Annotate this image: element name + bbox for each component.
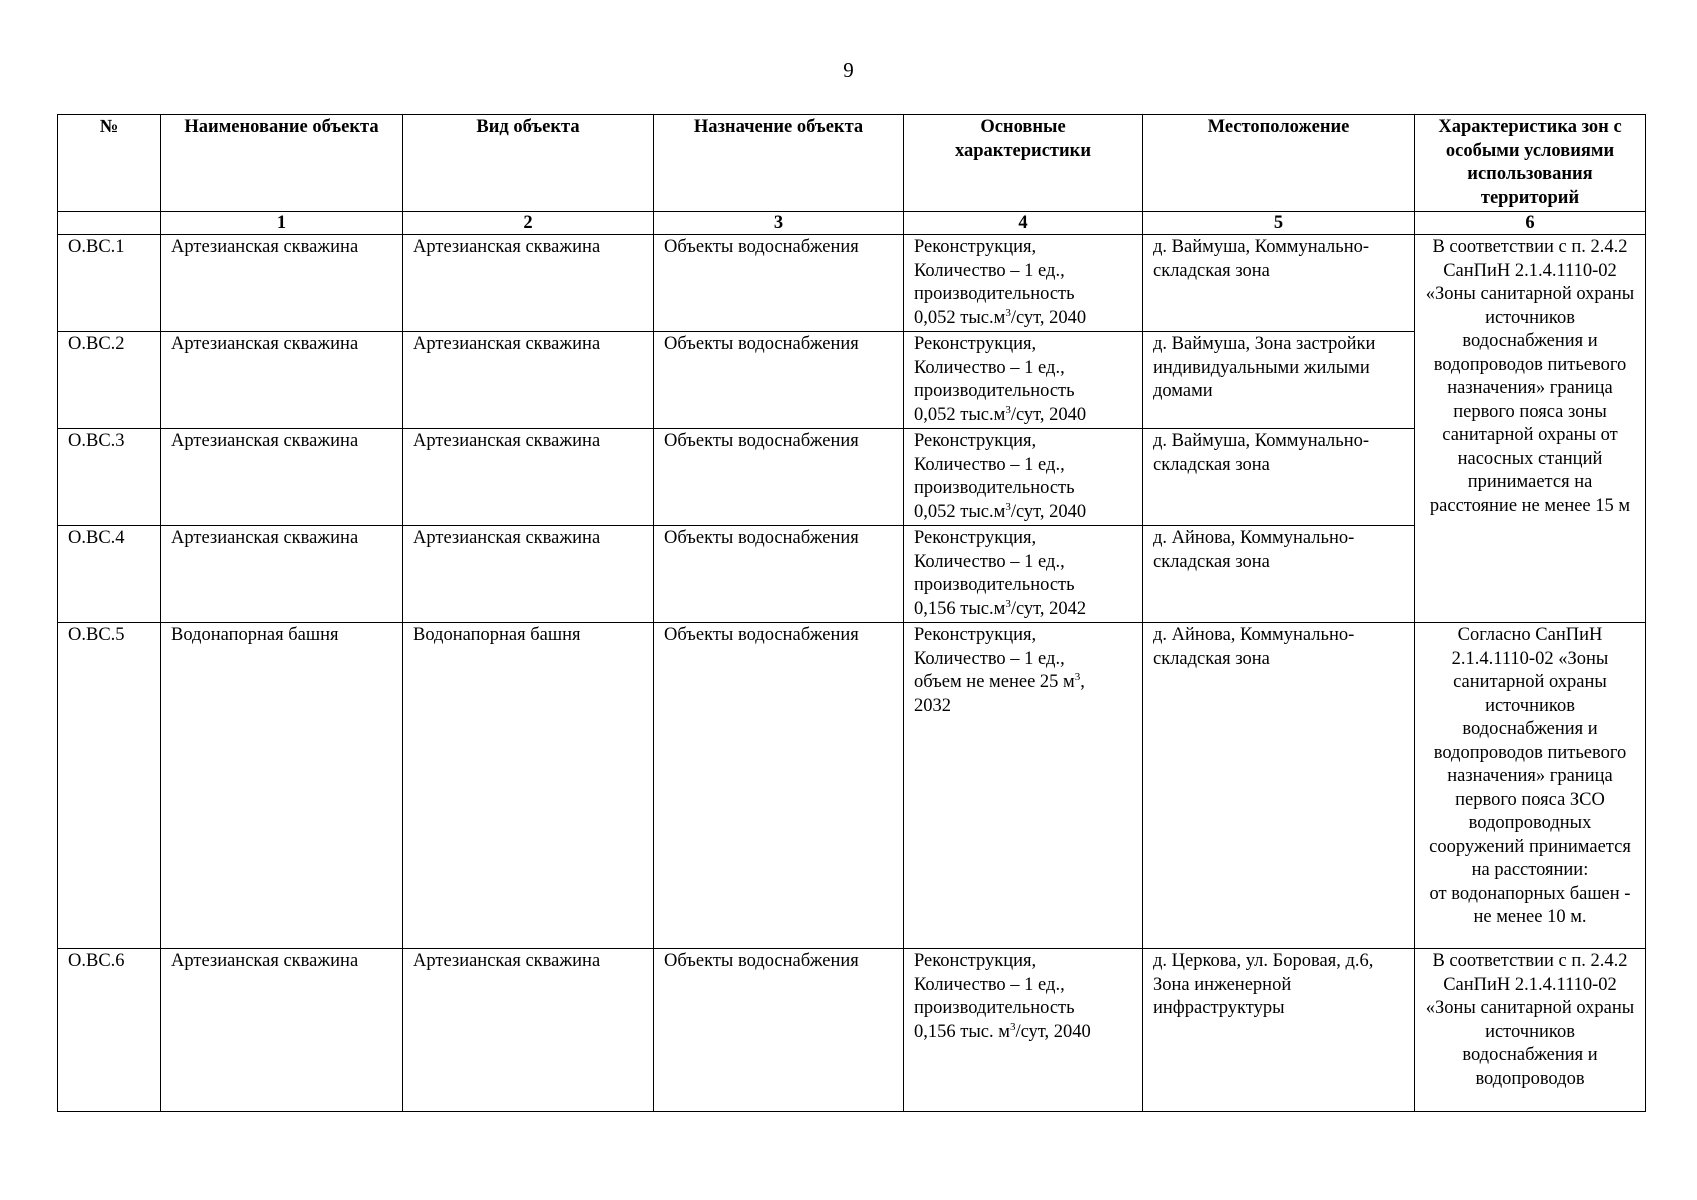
- char-value: /сут, 2042: [1010, 598, 1087, 619]
- row-characteristics: [904, 623, 1143, 949]
- row-characteristics: [904, 949, 1143, 1112]
- char-line: производительность: [914, 478, 1075, 498]
- row-location: д. Айнова, Коммунально-складская зона: [1143, 623, 1415, 949]
- row-purpose: Объекты водоснабжения: [654, 332, 904, 429]
- table-row: [58, 235, 1646, 332]
- row-type: Водонапорная башня: [403, 623, 654, 949]
- row-name: Артезианская скважина: [161, 949, 403, 1112]
- row-type: Артезианская скважина: [403, 332, 654, 429]
- row-characteristics: [904, 429, 1143, 526]
- char-value: 0,052 тыс.м: [914, 501, 1006, 522]
- column-number-row: [58, 212, 1646, 235]
- char-line: Реконструкция,: [914, 528, 1037, 548]
- unit-superscript: 3: [1005, 403, 1011, 416]
- column-number: 1: [161, 212, 403, 235]
- table-row: [58, 949, 1646, 1112]
- row-purpose: Объекты водоснабжения: [654, 235, 904, 332]
- row-characteristics: [904, 235, 1143, 332]
- row-type: Артезианская скважина: [403, 235, 654, 332]
- char-line: производительность: [914, 381, 1075, 401]
- char-line: Реконструкция,: [914, 625, 1037, 645]
- column-number: 4: [904, 212, 1143, 235]
- header-zones: Характеристика зон с особыми условиями использования территорий: [1415, 115, 1646, 212]
- column-number: 5: [1143, 212, 1415, 235]
- char-line: производительность: [914, 998, 1075, 1018]
- header-purpose: Назначение объекта: [654, 115, 904, 212]
- table-row: [58, 526, 1646, 623]
- row-name: Артезианская скважина: [161, 429, 403, 526]
- char-value: 0,052 тыс.м: [914, 404, 1006, 425]
- row-characteristics: [904, 332, 1143, 429]
- page-number: 9: [843, 58, 854, 82]
- column-number: 6: [1415, 212, 1646, 235]
- char-line: Реконструкция,: [914, 431, 1037, 451]
- char-value: /сут, 2040: [1010, 307, 1087, 328]
- char-line: Реконструкция,: [914, 237, 1037, 257]
- char-line: производительность: [914, 284, 1075, 304]
- row-location: д. Айнова, Коммунально-складская зона: [1143, 526, 1415, 623]
- row-name: Артезианская скважина: [161, 235, 403, 332]
- char-line: [914, 501, 1132, 525]
- unit-superscript: 3: [1005, 500, 1011, 513]
- row-type: Артезианская скважина: [403, 949, 654, 1112]
- row-location: д. Ваймуша, Зона застройки индивидуальными жилыми домами: [1143, 332, 1415, 429]
- row-purpose: Объекты водоснабжения: [654, 949, 904, 1112]
- column-number: [58, 212, 161, 235]
- char-line: [914, 307, 1132, 331]
- row-code: О.ВС.3: [58, 429, 161, 526]
- char-line: [914, 598, 1132, 622]
- table-row: [58, 623, 1646, 949]
- char-line: Количество – 1 ед.,: [914, 648, 1065, 669]
- char-line: Количество – 1 ед.,: [914, 454, 1065, 475]
- char-line: Количество – 1 ед.,: [914, 357, 1065, 378]
- unit-superscript: 3: [1005, 306, 1011, 319]
- char-line: производительность: [914, 575, 1075, 595]
- column-number: 2: [403, 212, 654, 235]
- table-row: [58, 429, 1646, 526]
- unit-superscript: 3: [1074, 670, 1081, 683]
- row-name: Водонапорная башня: [161, 623, 403, 949]
- header-row: [58, 115, 1646, 212]
- zone-text: Согласно СанПиН 2.1.4.1110-02 «Зоны санитарной охраны источников водоснабжения и водопроводов питьевого назначения» граница первого пояса ЗСО водопроводных сооружений принимается на расстоянии:: [1429, 625, 1631, 880]
- char-line: Количество – 1 ед.,: [914, 551, 1065, 572]
- row-purpose: Объекты водоснабжения: [654, 526, 904, 623]
- zone-description: В соответствии с п. 2.4.2 СанПиН 2.1.4.1110-02 «Зоны санитарной охраны источников водоснабжения и водопроводов питьевого назначения» граница первого пояса зоны санитарной охраны от насосных станций принимается на расстояние не менее 15 м: [1415, 235, 1646, 623]
- char-value: 0,052 тыс.м: [914, 307, 1006, 328]
- objects-table: [57, 114, 1646, 1112]
- row-code: О.ВС.4: [58, 526, 161, 623]
- table-row: [58, 332, 1646, 429]
- row-location: д. Церкова, ул. Боровая, д.6, Зона инженерной инфраструктуры: [1143, 949, 1415, 1112]
- char-line: [914, 1021, 1132, 1045]
- header-number: №: [58, 115, 161, 212]
- row-name: Артезианская скважина: [161, 526, 403, 623]
- header-location: Местоположение: [1143, 115, 1415, 212]
- zone-description: В соответствии с п. 2.4.2 СанПиН 2.1.4.1110-02 «Зоны санитарной охраны источников водоснабжения и водопроводов: [1415, 949, 1646, 1112]
- char-value: 0,156 тыс.м: [914, 598, 1006, 619]
- row-code: О.ВС.2: [58, 332, 161, 429]
- unit-superscript: 3: [1005, 597, 1011, 610]
- row-type: Артезианская скважина: [403, 429, 654, 526]
- char-value: /сут, 2040: [1010, 501, 1087, 522]
- row-location: д. Ваймуша, Коммунально-складская зона: [1143, 235, 1415, 332]
- row-characteristics: [904, 526, 1143, 623]
- row-code: О.ВС.5: [58, 623, 161, 949]
- char-value: объем не менее 25 м: [914, 672, 1075, 692]
- char-value: /сут, 2040: [1010, 404, 1087, 425]
- char-value: ,: [1080, 672, 1085, 692]
- column-number: 3: [654, 212, 904, 235]
- char-line: Количество – 1 ед.,: [914, 260, 1065, 281]
- row-purpose: Объекты водоснабжения: [654, 429, 904, 526]
- row-location: д. Ваймуша, Коммунально-складская зона: [1143, 429, 1415, 526]
- header-type: Вид объекта: [403, 115, 654, 212]
- char-value: 0,156 тыс. м: [914, 1021, 1010, 1042]
- zone-description: [1415, 623, 1646, 949]
- row-code: О.ВС.1: [58, 235, 161, 332]
- zone-text-tail: от водонапорных башен - не менее 10 м.: [1429, 883, 1631, 927]
- row-code: О.ВС.6: [58, 949, 161, 1112]
- header-characteristics: Основные характеристики: [904, 115, 1143, 212]
- header-name: Наименование объекта: [161, 115, 403, 212]
- row-type: Артезианская скважина: [403, 526, 654, 623]
- char-line: 2032: [914, 695, 951, 716]
- unit-superscript: 3: [1009, 1020, 1016, 1033]
- char-line: [914, 404, 1132, 428]
- char-line: Реконструкция,: [914, 334, 1037, 354]
- char-line: Количество – 1 ед.,: [914, 974, 1065, 995]
- char-value: /сут, 2040: [1015, 1021, 1091, 1042]
- char-line: Реконструкция,: [914, 951, 1037, 971]
- row-name: Артезианская скважина: [161, 332, 403, 429]
- char-line: [914, 671, 1132, 695]
- row-purpose: Объекты водоснабжения: [654, 623, 904, 949]
